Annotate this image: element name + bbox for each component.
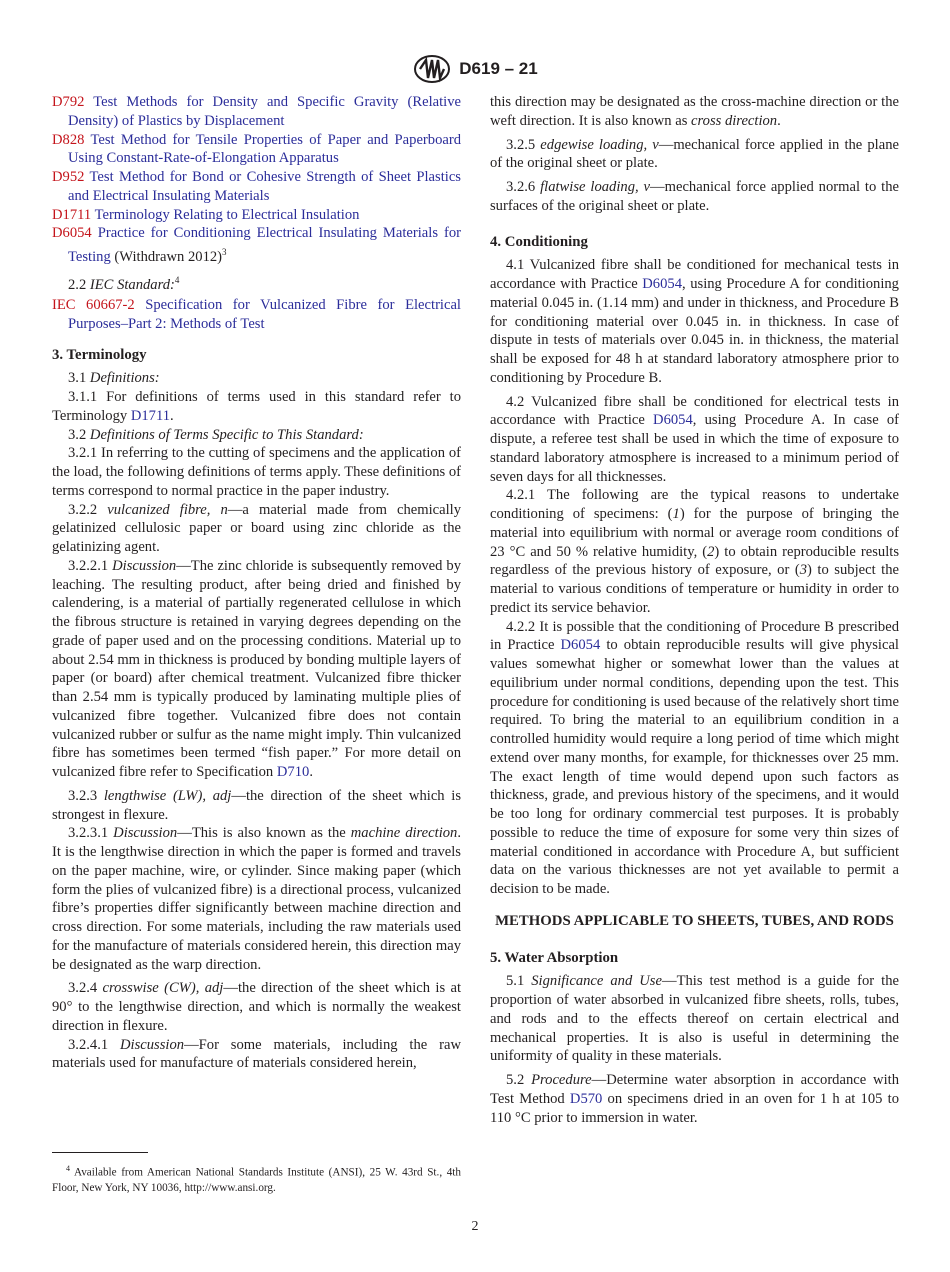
iec-standard-heading: 2.2 IEC Standard:$^4$	[68, 274, 180, 293]
link-d6054[interactable]: D6054	[560, 637, 601, 654]
reference-item[interactable]: D828 Test Method for Tensile Properties of Paper and Paperboard Using Constant-Rate-of-Elongation Apparatus	[52, 131, 462, 167]
footnote-divider	[52, 1152, 148, 1153]
astm-logo-icon	[412, 54, 452, 84]
para-4-2-1: 4.2.1 The following are the typical reasons to undertake conditioning of specimens: (1) for the purpose of bringing the material into equilibrium with normal or average room conditions of 23 °C and 50 % relative humidity, (2) to obtain reproducible results regardless of the previous history of exposure, or (3) to subject the material to various conditions of temperature or humidity in order to predict its service behavior.	[490, 487, 899, 616]
reference-item[interactable]: D792 Test Methods for Density and Specific Gravity (Relative Density) of Plastics by Displacement	[52, 94, 462, 129]
page-header	[0, 54, 950, 84]
standard-designation: D619 – 21	[459, 59, 538, 78]
reference-item-iec[interactable]: IEC 60667-2 Specification for Vulcanized Fibre for Electrical Purposes–Part 2: Methods of Test	[52, 297, 461, 332]
page-number: 2	[471, 1219, 479, 1234]
right-column	[490, 93, 899, 1132]
reference-list	[52, 93, 461, 267]
section-3-title: 3. Terminology	[52, 346, 147, 363]
reference-item[interactable]: D952 Test Method for Bond or Cohesive Strength of Sheet Plastics and Electrical Insulating Materials	[52, 169, 461, 204]
para-4-2-2: 4.2.2 It is possible that the conditioning of Procedure B prescribed in Practice D6054 to obtain reproducible results will give physical values somewhat higher or somewhat lower than the values at equilibrium under normal conditions, depending upon the test. This procedure for conditioning is used because of the relatively short time required. To bring the material to an equilibrium condition in a controlled humidity would require a long period of time which might extend over many months, for example, for thicknesses over 25 mm. The exact length of time would depend upon such factors as thickness, grade, and previous history of the specimens, and it would be too long for ordinary commercial test purposes. It is probably possible to reduce the time of exposure for some very thin sizes of material conditioned in accordance with Procedure A, but sufficient data on the various thicknesses are not yet available to permit a decision to be made.	[490, 618, 899, 897]
para-4-1: 4.1 Vulcanized fibre shall be conditioned for mechanical tests in accordance with Practice D6054, using Procedure A for conditioning material 0.045 in. (1.14 mm) and under in thickness, and Procedure B for conditioning material over 0.045 in. in thickness. In case of dispute in tests of materials over 0.045 in. in thickness, the material shall be exposed for 48 h at standard laboratory atmosphere prior to conditioning by Procedure B.	[490, 257, 899, 386]
para-4-2: 4.2 Vulcanized fibre shall be conditioned for electrical tests in accordance with Practice D6054, using Procedure A. In case of dispute, a referee test shall be used in which the time of exposure to standard laboratory atmosphere is increased to a minimum period of seven days for all thicknesses.	[490, 393, 899, 485]
link-d6054[interactable]: D6054	[653, 412, 693, 429]
para-3-2: 3.2 Definitions of Terms Specific to This Standard:	[68, 426, 364, 443]
link-d6054[interactable]: D6054	[642, 276, 682, 292]
para-3-2-1: 3.2.1 In referring to the cutting of specimens and the application of the load, the following definitions of terms apply. These definitions of terms correspond to normal practice in the paper industry.	[52, 445, 461, 499]
link-d570[interactable]: D570	[569, 1090, 603, 1107]
para-5-1: 5.1 Significance and Use—This test method is a guide for the proportion of water absorbed in vulcanized fibre sheets, rolls, tubes, and rods and to the effects thereof on certain electrical and mechanical properties. It is also is useful in determining the uniformity of quality in these materials.	[490, 973, 899, 1065]
para-3-2-3: 3.2.3 lengthwise (LW), adj—the direction of the sheet which is strongest in flexure.	[52, 787, 461, 823]
para-3-1-1: 3.1.1 For definitions of terms used in this standard refer to Terminology D1711.	[52, 389, 461, 424]
para-3-2-4-1-continued: this direction may be designated as the cross-machine direction or the weft direction. It is also known as cross direction.	[490, 94, 899, 129]
para-3-1: 3.1 Definitions:	[68, 370, 160, 387]
para-5-2: 5.2 Procedure—Determine water absorption in accordance with Test Method D570 on specimens dried in an oven for 1 h at 105 to 110 °C prior to immersion in water.	[490, 1072, 899, 1126]
footnote: $^4$ Available from American National Standards Institute (ANSI), 25 W. 43rd St., 4th Floor, New York, NY 10036, http://www.ansi.org.	[52, 1164, 461, 1194]
para-3-2-2-1: 3.2.2.1 Discussion—The zinc chloride is subsequently removed by leaching. The resulting product, after being dried and finished by calendering, is a material of partially regenerated cellulose in which the fibrous structure is retained in varying degrees depending on the grade of paper used and on the processing conditions. Material up to about 2.54 mm in thickness is produced by bonding multiple layers of paper (or board) after chemical treatment. Vulcanized fibre thicker than 2.54 mm is typically produced by laminating multiple plies of vulcanized fibre together. Vulcanized fibre does not contain vulcanized rubber or sulfur as the name might imply. Thin vulcanized fibre has sometimes been termed “fish paper.” For more detail on vulcanized fibre refer to Specification D710.	[52, 557, 461, 781]
para-3-2-4-1: 3.2.4.1 Discussion—For some materials, including the raw materials used for manufacture of materials considered herein,	[52, 1036, 461, 1072]
section-4-title: 4. Conditioning	[490, 233, 588, 250]
para-3-2-6: 3.2.6 flatwise loading, v—mechanical force applied normal to the surfaces of the original sheet or plate.	[490, 179, 899, 214]
link-d1711[interactable]: D1711	[130, 407, 171, 424]
para-3-2-3-1: 3.2.3.1 Discussion—This is also known as the machine direction. It is the lengthwise direction in which the paper is formed and travels on the paper machine, wire, or cylinder. Since making paper (which form the plies of vulcanized fibre) is a directional process, vulcanized fibre’s properties differ significantly between machine direction and cross direction. For some materials, including the raw materials used for the manufacture of materials considered herein, this direction may be designated as the warp direction.	[52, 825, 461, 973]
reference-item[interactable]: D6054 Practice for Conditioning Electrical Insulating Materials for Testing (Withdrawn 2012)$^3$	[52, 225, 461, 265]
section-5-title: 5. Water Absorption	[490, 949, 619, 966]
methods-heading: METHODS APPLICABLE TO SHEETS, TUBES, AND RODS	[495, 912, 894, 929]
reference-item[interactable]: D1711 Terminology Relating to Electrical Insulation	[52, 206, 360, 223]
left-column	[52, 93, 461, 1073]
link-d710[interactable]: D710	[276, 764, 310, 781]
para-3-2-5: 3.2.5 edgewise loading, v—mechanical force applied in the plane of the original sheet or plate.	[490, 136, 899, 172]
para-3-2-2: 3.2.2 vulcanized fibre, n—a material made from chemically gelatinized cellulosic paper or board using zinc chloride as the gelatinizing agent.	[52, 501, 462, 556]
para-3-2-4: 3.2.4 crosswise (CW), adj—the direction of the sheet which is at 90° to the lengthwise direction, and which is normally the weakest direction in flexure.	[52, 980, 462, 1034]
